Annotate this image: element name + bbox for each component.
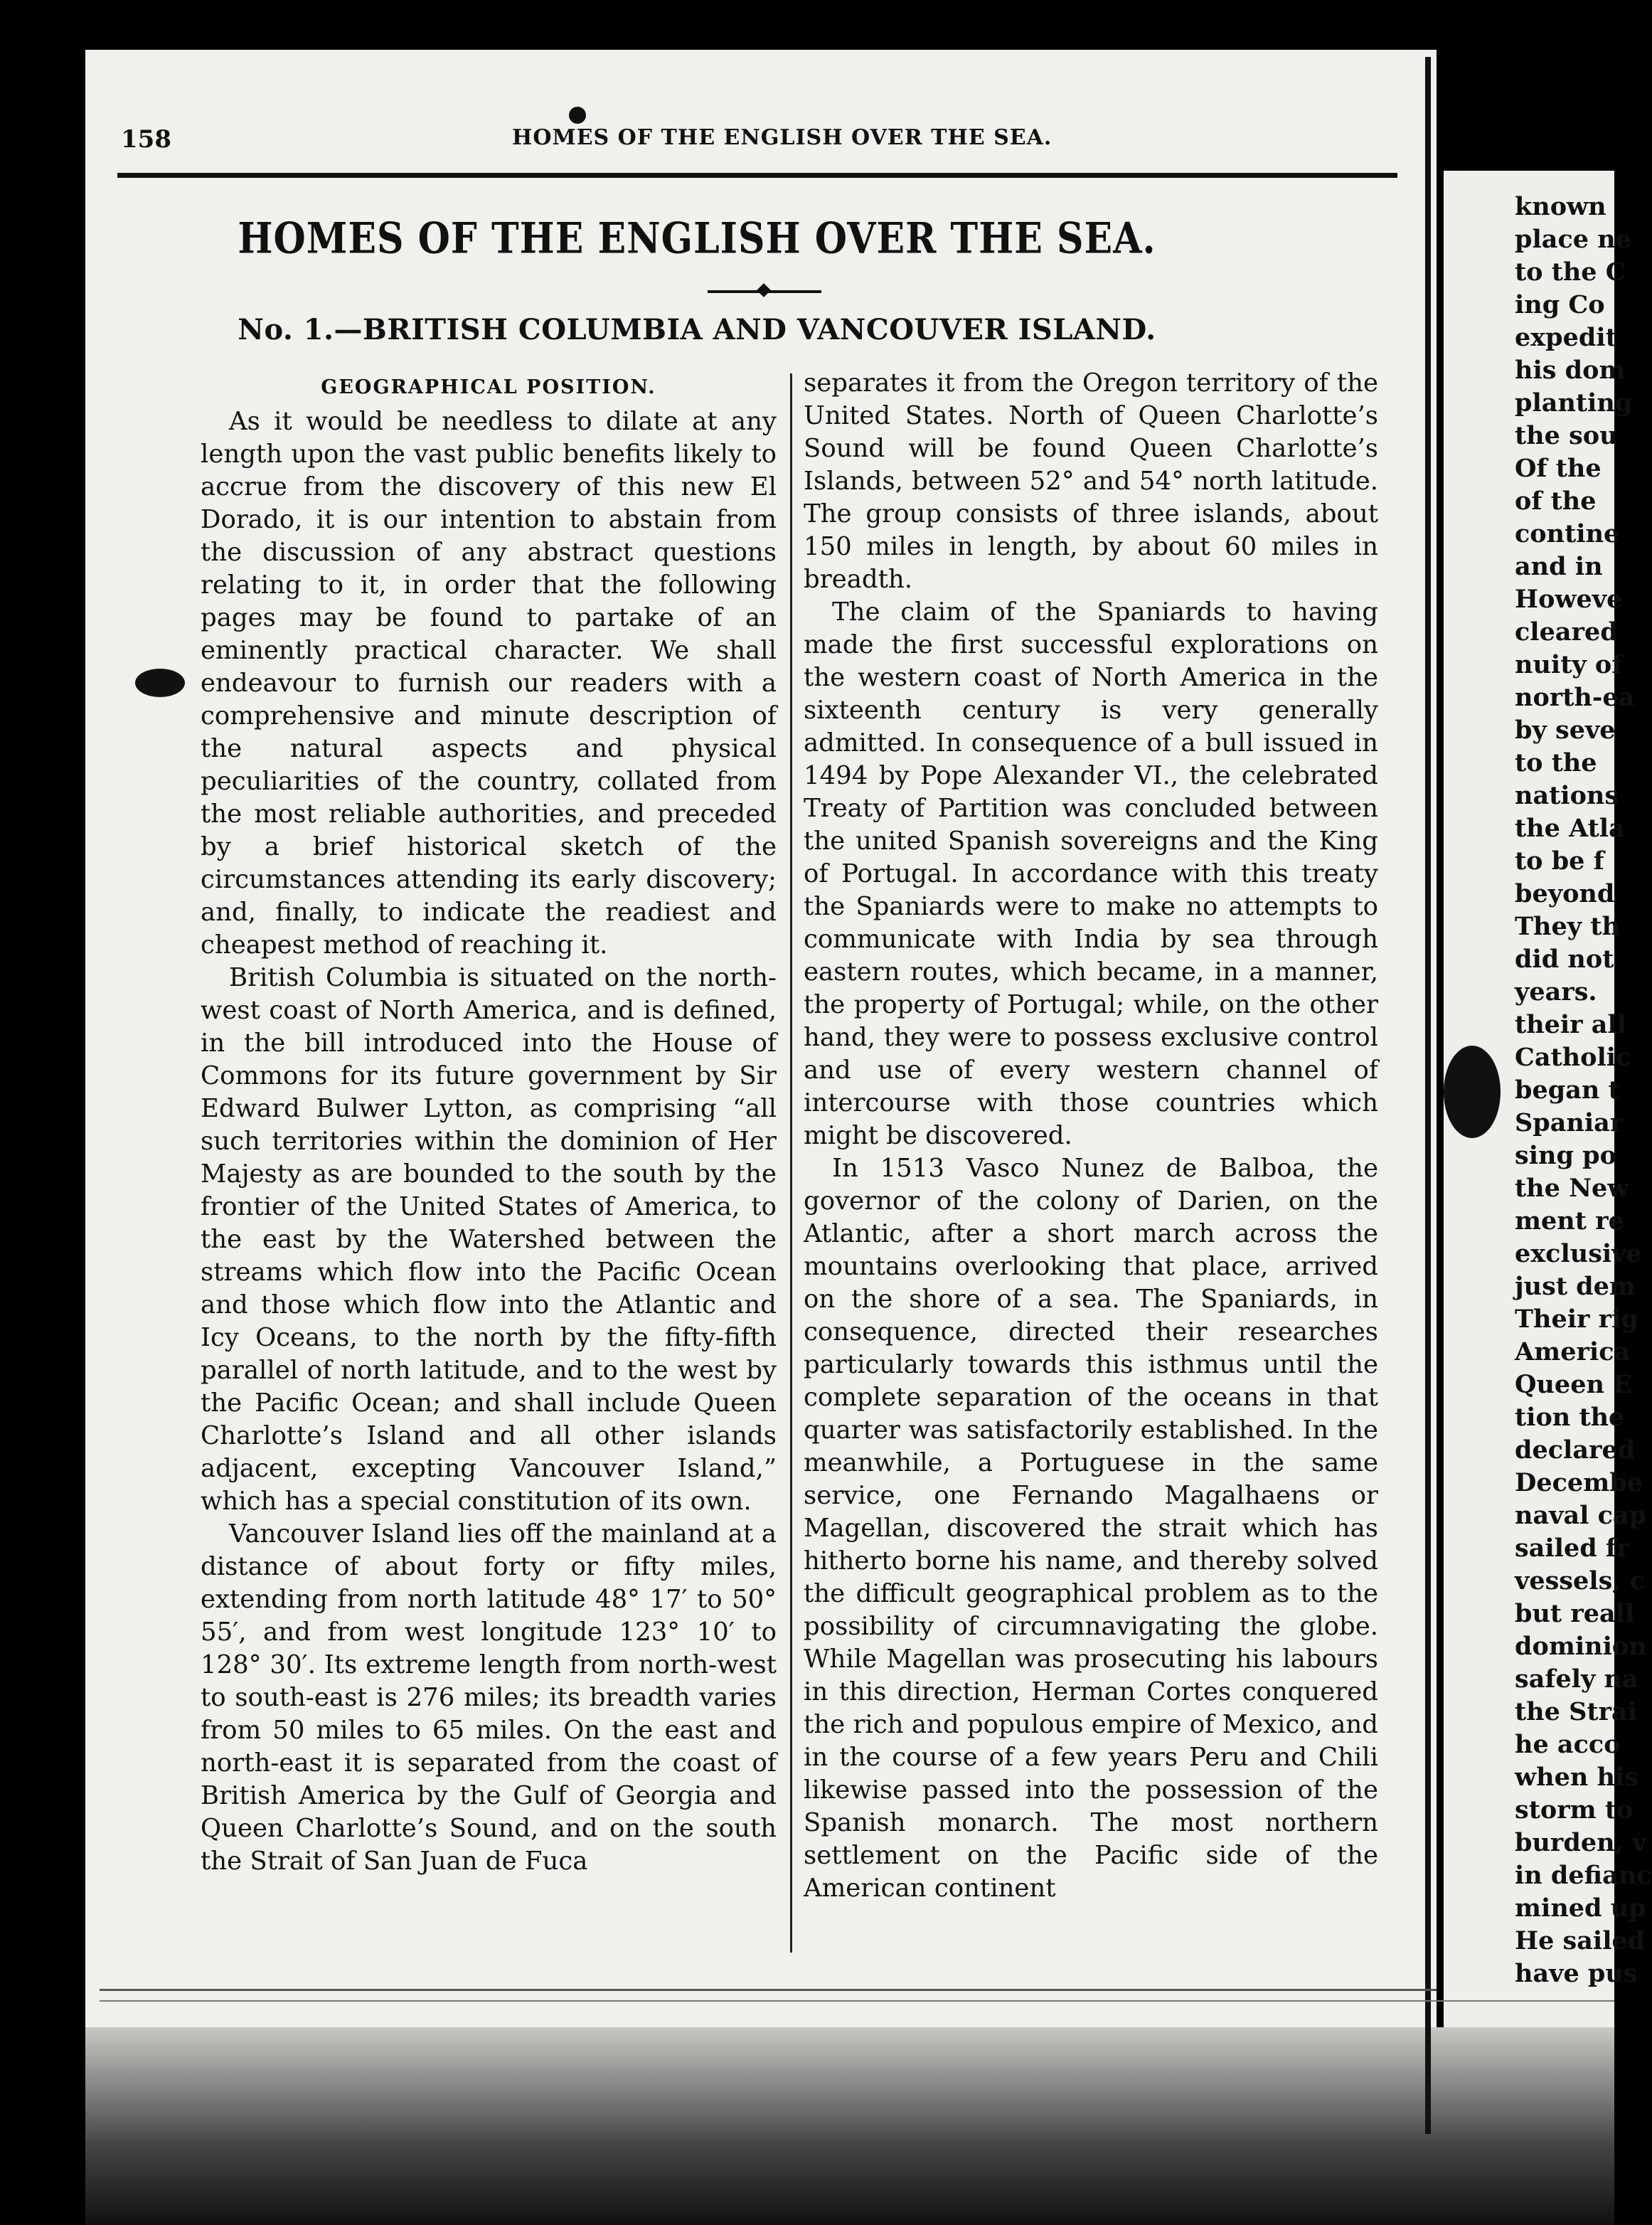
cropped-line: ment re (1515, 1206, 1624, 1236)
cropped-line: planting (1515, 388, 1633, 418)
paragraph: separates it from the Oregon territory of the United States. North of Queen Charlotte’s Sound will be found Queen Charlotte’s Islands, between 52° and 54° north latitude. The group consists of three islands, about 150 miles in length, by about 60 miles in breadth. (804, 368, 1378, 594)
text-column-2 (804, 367, 1378, 1905)
cropped-line: when his (1515, 1763, 1638, 1792)
cropped-line: declared (1515, 1435, 1636, 1465)
cropped-line: Howeve (1515, 585, 1623, 614)
cropped-line: Catholic (1515, 1043, 1631, 1072)
cropped-line: the Atla (1515, 814, 1625, 843)
cropped-line: expedit (1515, 323, 1617, 352)
ink-blot (135, 669, 185, 697)
cropped-line: to the C (1515, 257, 1626, 287)
cropped-line: and in (1515, 552, 1603, 581)
cropped-line: Spaniar (1515, 1108, 1624, 1137)
paragraph: Vancouver Island lies off the mainland at a distance of about forty or fifty miles, extending from north latitude 48° 17′ to 50° 55′, and from west longitude 123° 10′ to 128° 30′. Its extreme length from north-west to south-east is 276 miles; its breadth varies from 50 miles to 65 miles. On the east and north-east it is separated from the coast of British America by the Gulf of Georgia and Queen Charlotte’s Sound, and on the south the Strait of San Juan de Fuca (201, 1519, 777, 1876)
cropped-line: began t (1515, 1076, 1620, 1105)
paragraph: As it would be needless to dilate at any length upon the vast public benefits likely to accrue from the discovery of this new El Dorado, it is our intention to abstain from the discussion of any abstract questions relating to it, in order that the following pages may be found to partake of an eminently practical character. We shall endeavour to furnish our readers with a comprehensive and minute description of the natural aspects and physical peculiarities of the country, collated from the most reliable authorities, and preceded by a brief historical sketch of the circumstances attending its early discovery; and, finally, to indicate the readiest and cheapest method of reaching it. (201, 407, 777, 960)
footer-rule (100, 1989, 1437, 1991)
cropped-line: beyond (1515, 879, 1615, 908)
cropped-line: the Strai (1515, 1697, 1637, 1726)
cropped-line: did not (1515, 945, 1614, 974)
cropped-line: They th (1515, 912, 1620, 941)
article-title: HOMES OF THE ENGLISH OVER THE SEA. (238, 213, 1156, 264)
cropped-line: the sou (1515, 421, 1618, 450)
cropped-line: nations (1515, 781, 1619, 810)
cropped-line: He sailed (1515, 1926, 1646, 1955)
cropped-line: to be f (1515, 846, 1604, 876)
cropped-line: to the (1515, 748, 1597, 777)
cropped-line: America (1515, 1337, 1631, 1366)
cropped-line: of the (1515, 487, 1597, 516)
cropped-line: their all (1515, 1010, 1627, 1039)
header-rule (117, 173, 1397, 178)
cropped-line: ing Co (1515, 290, 1605, 319)
paragraph: In 1513 Vasco Nunez de Balboa, the governor of the colony of Darien, on the Atlantic, after a short march across the mountains overlooking that place, arrived on the shore of a sea. The Spaniards, in consequence, directed their researches particularly towards this isthmus until the complete separation of the oceans in that quarter was satisfactorily established. In the meanwhile, a Portuguese in the same service, one Fernando Magalhaens or Magellan, discovered the strait which has hitherto borne his name, and thereby solved the difficult geographical problem as to the possibility of circumnavigating the globe. While Magellan was prosecuting his labours in this direction, Herman Cortes conquered the rich and populous empire of Mexico, and in the course of a few years Peru and Chili likewise passed into the possession of the Spanish monarch. The most northern settlement on the Pacific side of the American continent (804, 1154, 1378, 1903)
cropped-line: sing po (1515, 1141, 1616, 1170)
cropped-line: place ne (1515, 225, 1631, 254)
cropped-line: Their rig (1515, 1305, 1638, 1334)
ink-blot (569, 107, 586, 124)
ink-blot (1444, 1046, 1501, 1138)
cropped-line: but reall (1515, 1599, 1635, 1628)
cropped-line: the New (1515, 1174, 1629, 1203)
footer-rule (100, 2000, 1614, 2002)
cropped-line: he acco (1515, 1730, 1621, 1759)
cropped-line: by seve (1515, 716, 1616, 745)
cropped-line: cleared (1515, 617, 1618, 647)
cropped-line: years. (1515, 977, 1597, 1007)
cropped-line: known (1515, 192, 1606, 221)
cropped-line: exclusive (1515, 1239, 1642, 1268)
cropped-line: Decembe (1515, 1468, 1643, 1497)
title-ornament (708, 290, 821, 293)
cropped-line: Of the (1515, 454, 1602, 483)
cropped-line: mined up (1515, 1894, 1646, 1923)
page-gutter (1425, 57, 1431, 2134)
cropped-line: burden, v (1515, 1828, 1647, 1857)
cropped-line: vessels, c (1515, 1566, 1645, 1595)
paragraph: British Columbia is situated on the north-west coast of North America, and is defined, in the bill introduced into the House of Commons for its future government by Sir Edward Bulwer Lytton, as comprising “all such territories within the dominion of Her Majesty as are bounded to the south by the frontier of the United States of America, to the east by the Watershed between the streams which flow into the Pacific Ocean and those which flow into the Atlantic and Icy Oceans, to the north by the fifty-fifth parallel of north latitude, and to the west by the Pacific Ocean; and shall include Queen Charlotte’s Island and all other islands adjacent, excepting Vancouver Island,” which has a special constitution of its own. (201, 963, 777, 1516)
cropped-line: in defianc (1515, 1861, 1652, 1890)
cropped-line: storm to (1515, 1795, 1634, 1825)
cropped-line: nuity of (1515, 650, 1623, 679)
cropped-line: safely na (1515, 1664, 1638, 1694)
cropped-line: sailed fr (1515, 1534, 1630, 1563)
cropped-line: contine (1515, 519, 1620, 548)
section-heading: GEOGRAPHICAL POSITION. (321, 376, 656, 398)
cropped-line: tion the (1515, 1403, 1625, 1432)
cropped-line: dominion (1515, 1632, 1647, 1661)
running-head: HOMES OF THE ENGLISH OVER THE SEA. (512, 125, 1053, 150)
cropped-line: naval cap (1515, 1501, 1647, 1530)
cropped-line: Queen E (1515, 1370, 1632, 1399)
cropped-line: have pus (1515, 1959, 1638, 1988)
column-rule (790, 373, 792, 1953)
page-number: 158 (121, 125, 171, 154)
text-column-3-cropped (1515, 191, 1652, 1990)
text-column-1 (201, 371, 777, 1878)
article-subtitle: No. 1.—BRITISH COLUMBIA AND VANCOUVER ISLAND. (238, 313, 1156, 346)
cropped-line: just dem (1515, 1272, 1636, 1301)
cropped-line: his dom (1515, 356, 1626, 385)
cropped-line: north-ea (1515, 683, 1635, 712)
paragraph: The claim of the Spaniards to having made the first successful explorations on the western coast of North America in the sixteenth century is very generally admitted. In consequence of a bull issued in 1494 by Pope Alexander VI., the celebrated Treaty of Partition was concluded between the united Spanish sovereigns and the King of Portugal. In accordance with this treaty the Spaniards were to make no attempts to communicate with India by sea through eastern routes, which became, in a manner, the property of Portugal; while, on the other hand, they were to possess exclusive control and use of every western channel of intercourse with those countries which might be discovered. (804, 598, 1378, 1150)
page-bottom-shadow (85, 2027, 1614, 2225)
